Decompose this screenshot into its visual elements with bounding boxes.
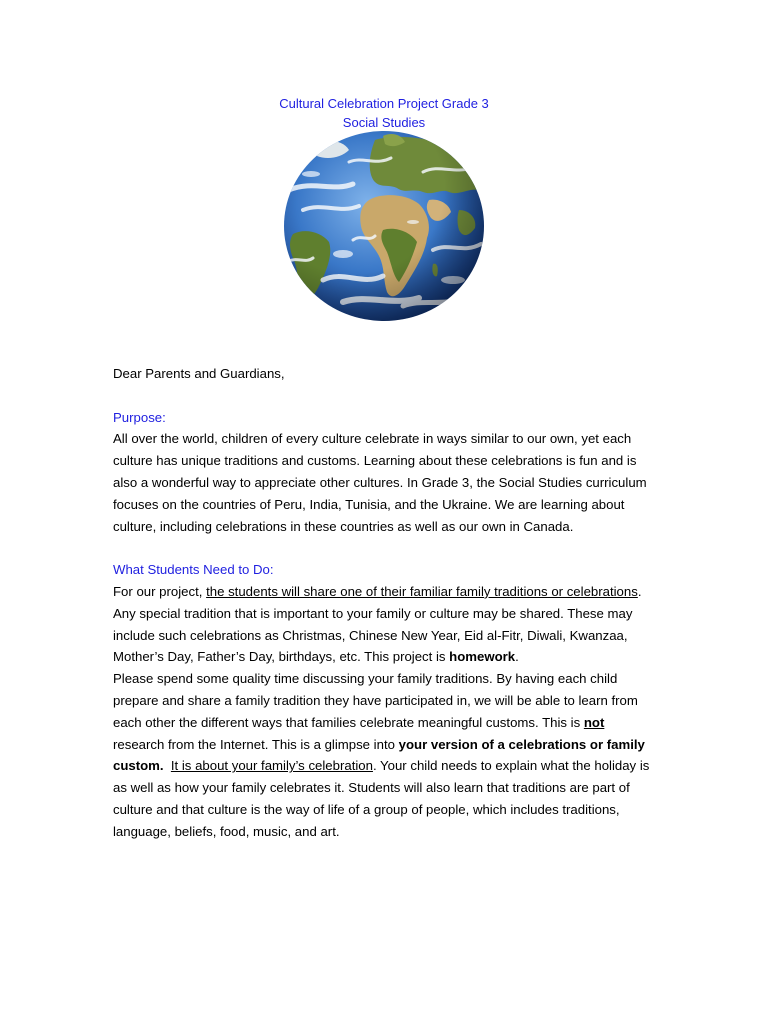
purpose-heading: Purpose:: [113, 409, 166, 425]
todo-p1-lead: For our project,: [113, 583, 207, 599]
globe-icon: [283, 130, 485, 322]
purpose-paragraph: All over the world, children of every culture celebrate in ways similar to our own, yet each culture has unique traditions and customs. Learning about these celebrations is fun and is also a wonderful way to appreciate other cultures. In Grade 3, the Social Studies curriculum focuses on the countries of Peru, India, Tunisia, and the Ukraine. We are learning about culture, including celebrations in these countries as well as our own in Canada.: [113, 431, 647, 534]
page-title: Cultural Celebration Project Grade 3: [279, 96, 489, 111]
todo-paragraph-2: [113, 668, 658, 842]
todo-p1-rest: . Any special tradition that is important to your family or culture may be shared. These may include such celebrations as Christmas, Chinese New Year, Eid al-Fitr, Diwali, Kwanzaa, Mother’s Day, Father’s Day, birthdays, etc. This project is: [113, 583, 642, 665]
todo-p2-not: not: [583, 714, 605, 730]
todo-p2-underlined: It is about your family’s celebration: [170, 758, 373, 774]
salutation: Dear Parents and Guardians,: [113, 366, 285, 381]
todo-p1-end: .: [515, 649, 519, 665]
todo-p2-lead: Please spend some quality time discussing your family traditions. By having each child prepare and share a family tradition they have participated in, we will be able to learn from each other the different ways that families celebrate meaningful customs. This is: [113, 671, 638, 730]
todo-p2-end: . Your child needs to explain what the holiday is as well as how your family celebrates it. Students will also learn that traditions are part of culture and that culture is the way of life of a group of people, which includes traditions, language, beliefs, food, music, and art.: [113, 758, 650, 839]
todo-paragraph-1: [113, 581, 658, 668]
todo-p1-bold: homework: [449, 649, 516, 665]
page-subtitle: Social Studies: [342, 115, 426, 130]
todo-heading: What Students Need to Do:: [113, 562, 274, 578]
todo-p2-space: [164, 758, 171, 773]
globe-image: [283, 130, 485, 322]
todo-p2-mid: research from the Internet. This is a glimpse into: [113, 736, 399, 752]
todo-p2-bold: your version of a celebrations or family custom.: [113, 736, 645, 774]
letter-body: [113, 363, 658, 843]
todo-p1-underlined: the students will share one of their familiar family traditions or celebrations: [206, 583, 638, 599]
title-block: [0, 94, 768, 132]
